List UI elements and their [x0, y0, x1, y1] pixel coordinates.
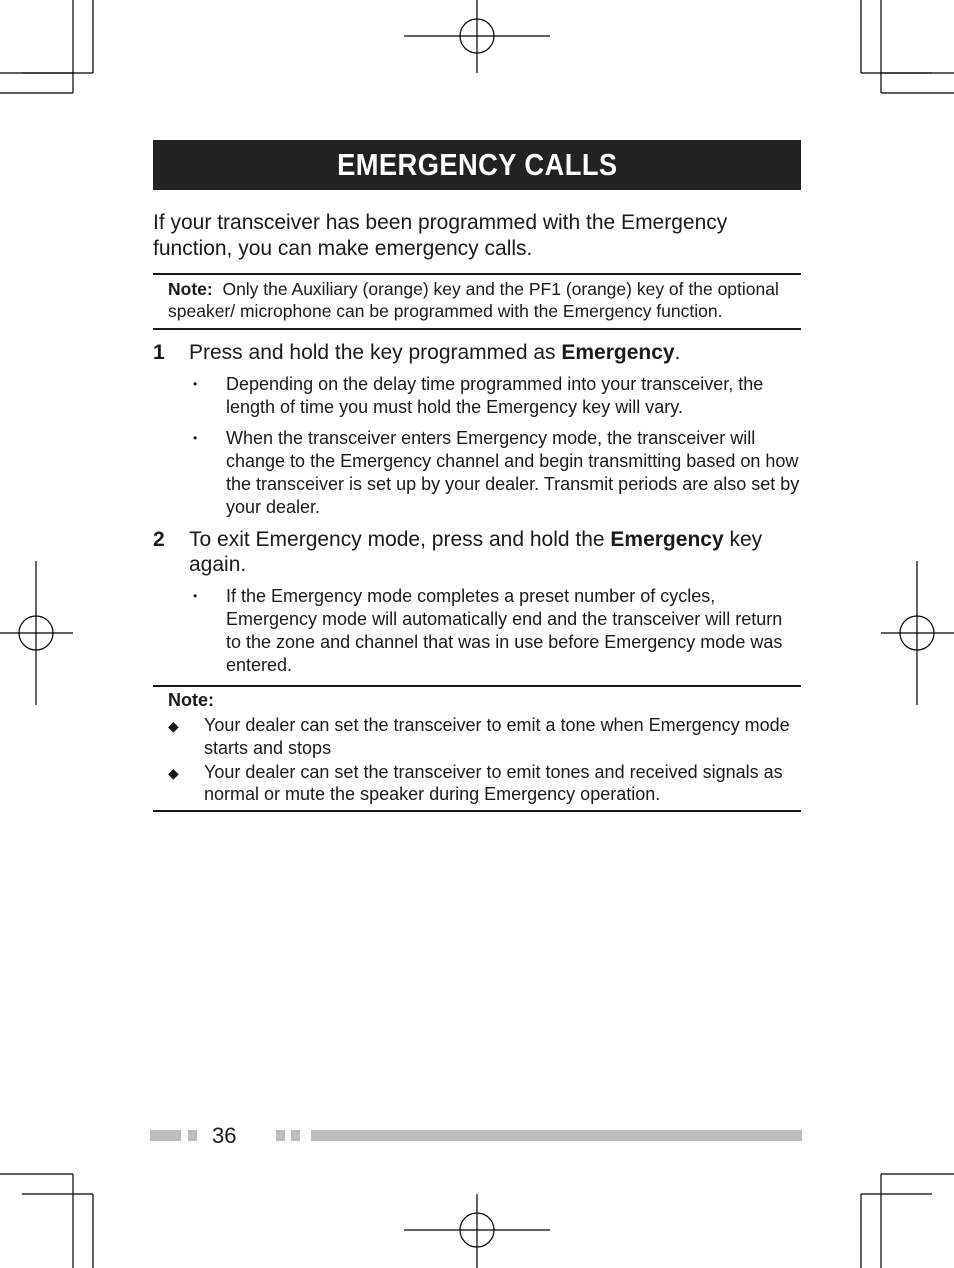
diamond-bullet-icon: ◆ [168, 718, 179, 734]
note-top-label: Note: [168, 279, 213, 299]
step-number: 2 [153, 528, 165, 551]
diamond-bullet-icon: ◆ [168, 765, 179, 781]
note-item-text: Your dealer can set the transceiver to emit tones and received signals as normal or mute the speaker during Emergency operation. [204, 762, 783, 804]
step-number: 1 [153, 341, 165, 364]
step-text-before: Press and hold the key programmed as [189, 341, 562, 364]
page-number: 36 [212, 1123, 237, 1148]
bullet-icon: • [193, 431, 198, 445]
note-item-text: Your dealer can set the transceiver to emit a tone when Emergency mode starts and stops [204, 715, 790, 758]
footer-bar-right [311, 1130, 802, 1141]
intro-paragraph: If your transceiver has been programmed with the Emergency function, you can make emergency calls. [153, 211, 728, 260]
note-top-text: Only the Auxiliary (orange) key and the PF1 (orange) key of the optional speaker/ microphone can be programmed with the Emergency function. [168, 279, 779, 321]
footer-bar-mid-2 [291, 1130, 300, 1141]
step-text-after: . [674, 341, 681, 364]
page-title: EMERGENCY CALLS [336, 147, 618, 182]
bullet-text: When the transceiver enters Emergency mode, the transceiver will change to the Emergency channel and begin transmitting based on how the transceiver is set up by your dealer. Transmit periods are also set by your dealer. [226, 428, 800, 517]
bullet-icon: • [193, 589, 198, 603]
page-content [153, 140, 801, 812]
step-text [189, 527, 801, 577]
step-2 [153, 527, 801, 577]
footer-bar-left [150, 1130, 181, 1141]
bullet-text: If the Emergency mode completes a preset number of cycles, Emergency mode will automatically end and the transceiver will return to the zone and channel that was in use before Emergency mode was entered. [226, 586, 783, 675]
step-text [189, 340, 801, 365]
step-2-bullets [153, 585, 801, 677]
list-item [168, 761, 801, 805]
footer-bar-mid-1 [276, 1130, 285, 1141]
note-bottom [153, 685, 801, 812]
list-item [153, 585, 801, 677]
title-banner [153, 140, 801, 190]
bullet-text: Depending on the delay time programmed into your transceiver, the length of time you must hold the Emergency key will vary. [226, 374, 764, 417]
step-1 [153, 340, 801, 365]
note-bottom-label: Note: [168, 690, 214, 710]
page-footer [150, 1123, 802, 1149]
step-1-bullets [153, 373, 801, 519]
note-top [153, 273, 801, 330]
bullet-icon: • [193, 377, 198, 391]
list-item [153, 427, 801, 519]
step-text-bold: Emergency [610, 528, 724, 551]
list-item [168, 714, 801, 760]
step-text-bold: Emergency [561, 341, 675, 364]
step-text-after: key again. [189, 528, 763, 576]
list-item [153, 373, 801, 419]
footer-bar-left-small [188, 1130, 197, 1141]
step-text-before: To exit Emergency mode, press and hold the [189, 528, 611, 551]
